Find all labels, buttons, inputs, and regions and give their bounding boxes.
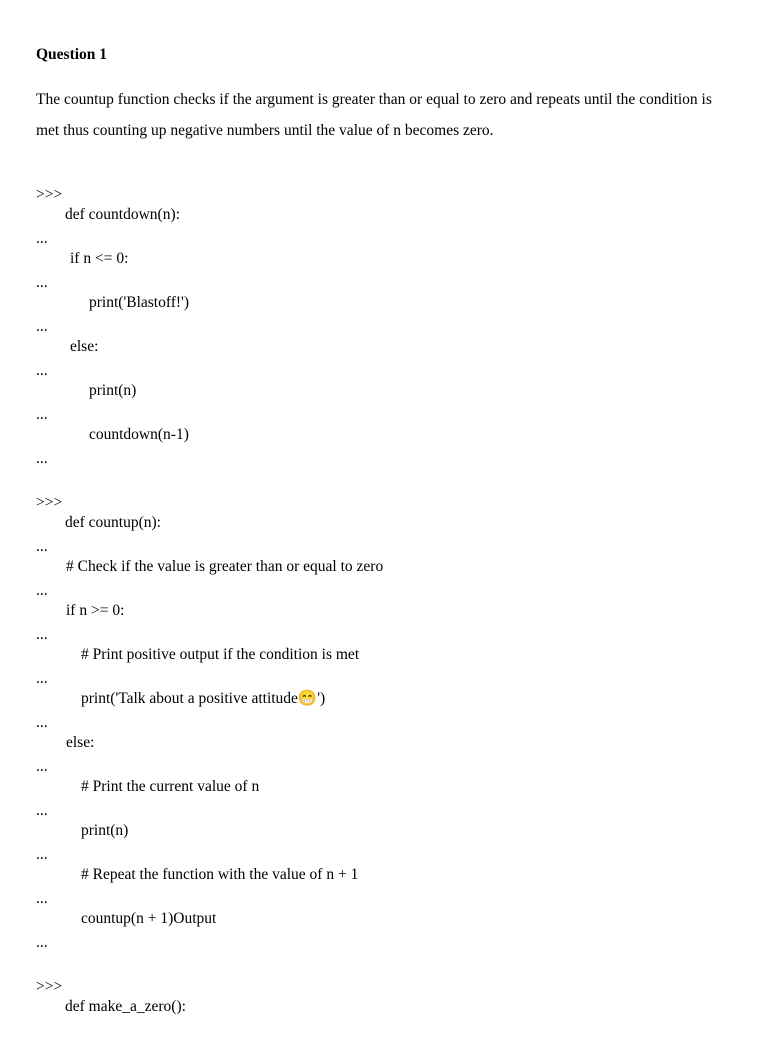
line-prefix: ... bbox=[36, 846, 48, 863]
line-code: countdown(n-1) bbox=[89, 426, 189, 443]
line-code: print(n) bbox=[89, 382, 137, 399]
line-prefix: ... bbox=[36, 538, 48, 555]
line-code: if n <= 0: bbox=[70, 250, 129, 267]
line-prefix: ... bbox=[36, 670, 48, 687]
line-prefix: ... bbox=[36, 758, 48, 775]
line-prefix: ... bbox=[36, 714, 48, 731]
line-prefix: ... bbox=[36, 274, 48, 291]
question-heading: Question 1 bbox=[36, 46, 108, 63]
line-code: if n >= 0: bbox=[66, 602, 125, 619]
line-code: else: bbox=[66, 734, 95, 751]
line-prefix: ... bbox=[36, 230, 48, 247]
line-prefix: ... bbox=[36, 406, 48, 423]
line-code: print(n) bbox=[81, 822, 129, 839]
line-code: # Check if the value is greater than or equal to zero bbox=[66, 558, 384, 575]
line-prefix: >>> bbox=[36, 494, 63, 511]
line-prefix: ... bbox=[36, 626, 48, 643]
line-code: # Print the current value of n bbox=[81, 778, 260, 795]
line-code: countup(n + 1)Output bbox=[81, 910, 217, 927]
line-prefix: ... bbox=[36, 582, 48, 599]
line-prefix: ... bbox=[36, 934, 48, 951]
line-code: def make_a_zero(): bbox=[65, 998, 186, 1015]
line-prefix: >>> bbox=[36, 186, 63, 203]
code-line bbox=[36, 957, 186, 1037]
line-code: print('Talk about a positive attitude😁') bbox=[81, 690, 326, 707]
line-prefix: ... bbox=[36, 450, 48, 467]
line-prefix: ... bbox=[36, 362, 48, 379]
description-paragraph: The countup function checks if the argument is greater than or equal to zero and repeats until the condition is met thus counting up negative numbers until the value of n becomes zero. bbox=[36, 91, 712, 139]
line-code: def countup(n): bbox=[65, 514, 161, 531]
line-prefix: >>> bbox=[36, 978, 63, 995]
line-prefix: ... bbox=[36, 802, 48, 819]
line-prefix: ... bbox=[36, 890, 48, 907]
line-code: def countdown(n): bbox=[65, 206, 180, 223]
line-prefix: ... bbox=[36, 318, 48, 335]
line-code: print('Blastoff!') bbox=[89, 294, 190, 311]
line-code: # Repeat the function with the value of n + 1 bbox=[81, 866, 359, 883]
line-code: else: bbox=[70, 338, 99, 355]
line-code: # Print positive output if the condition is met bbox=[81, 646, 360, 663]
